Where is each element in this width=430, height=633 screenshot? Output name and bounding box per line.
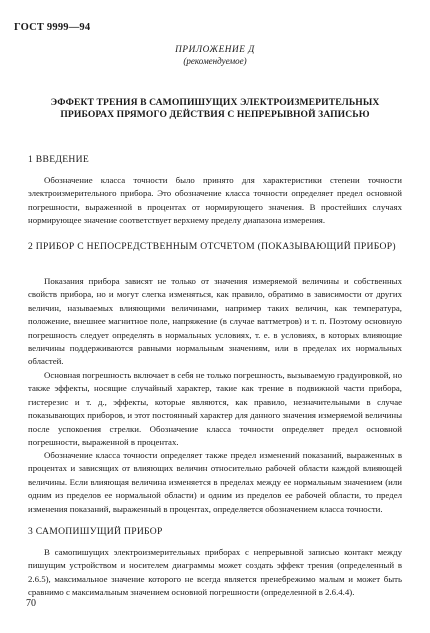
section-1-paragraph-1: Обозначение класса точности было принято для характеристики степени точности электроизмерительного прибора. Это обозначение класса точности определяет предел основной погрешности, выраженной в процентах от нормирующего значения. В простейших случаях нормирующее значение соответствует верхнему пределу диапазона измерения. <box>28 175 402 226</box>
standard-header: ГОСТ 9999—94 <box>14 22 91 33</box>
page-number: 70 <box>26 598 36 609</box>
appendix-note: (рекомендуемое) <box>183 56 247 66</box>
section-2-paragraph-2: Основная погрешность включает в себя не только погрешность, вызываемую градуировкой, но также эффекты, носящие случайный характер, такие как трение в подвижной части прибора, гистерезис и т. д., эффекты, которые являются, как правило, незначительными в случае показывающих приборов, и этот постоянный характер для данного значения измеряемой величины после успокоения стрелки. Обозначение класса точности определяет предел основной погрешности, выраженной в процентах. <box>28 370 402 448</box>
section-2-heading: 2 ПРИБОР С НЕПОСРЕДСТВЕННЫМ ОТСЧЕТОМ (ПОКАЗЫВАЮЩИЙ ПРИБОР) <box>28 241 396 252</box>
section-2-paragraph-1: Показания прибора зависят не только от значения измеряемой величины и собственных свойств прибора, но и могут слегка изменяться, как правило, обратимо в зависимости от других величин, называемых влияющими величинами, например таких величин, как температура, положение, внешнее магнитное поле, напряжение (в случае ваттметров) и т. п. Поэтому основную погрешность следует определять в нормальных условиях, т. е. в условиях, в которых влияющие величины поддерживаются равными нормальным значениям, или в пределах их нормальных областей. <box>28 276 402 367</box>
section-1-heading: 1 ВВЕДЕНИЕ <box>28 154 89 165</box>
section-3-paragraph-1: В самопишущих электроизмерительных приборах с непрерывной записью контакт между пишущим устройством и носителем диаграммы может создать эффект трения (определенный в 2.6.5), максимальное значение которого не всегда является пренебрежимо малым и может быть сравнимо с максимальным значением основной погрешности (определенной в 2.6.4.4). <box>28 547 402 598</box>
document-title: ЭФФЕКТ ТРЕНИЯ В САМОПИШУЩИХ ЭЛЕКТРОИЗМЕРИТЕЛЬНЫХ ПРИБОРАХ ПРЯМОГО ДЕЙСТВИЯ С НЕПРЕРЫВНОЙ ЗАПИСЬЮ <box>50 97 380 120</box>
section-2-paragraph-3: Обозначение класса точности определяет также предел изменений показаний, выраженных в процентах и зависящих от влияющих величин относительно рабочей области каждой влияющей величины. Если влияющая величина изменяется в пределах между ее нормальным значением (или одним из пределов ее нормальной области) и одним из пределов ее рабочей области, то предел изменения показаний, выраженный в процентах, определяется обозначением класса точности. <box>28 450 402 514</box>
section-3-heading: 3 САМОПИШУЩИЙ ПРИБОР <box>28 526 163 537</box>
appendix-label: ПРИЛОЖЕНИЕ Д <box>175 44 255 54</box>
